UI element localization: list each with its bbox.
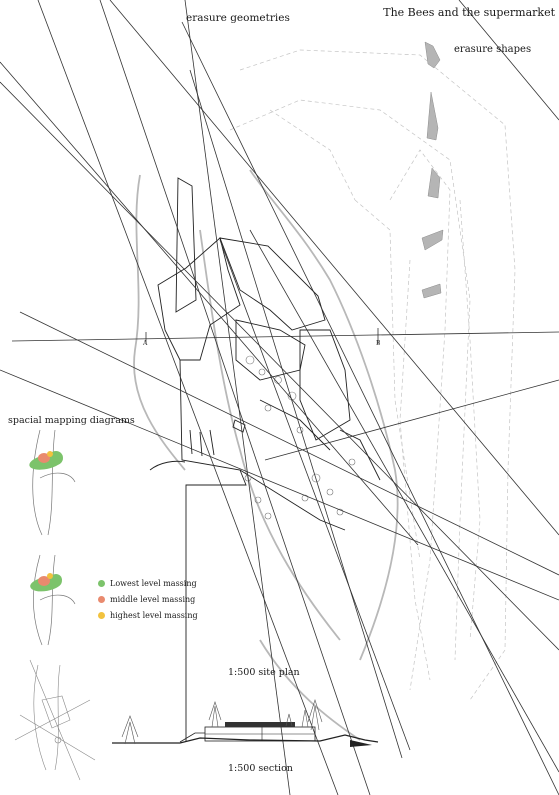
- section-marker-a: A: [143, 340, 148, 347]
- section-label: 1:500 section: [228, 763, 293, 774]
- legend-dot-highest: [98, 612, 105, 619]
- contour-lines: [134, 170, 398, 740]
- legend-label-middle: middle level massing: [110, 594, 196, 604]
- dashed-context: [230, 50, 515, 700]
- legend-label-lowest: Lowest level massing: [110, 578, 197, 588]
- massing-legend: [98, 576, 198, 624]
- spacial-mapping-label: spacial mapping diagrams: [8, 415, 135, 426]
- section-marker-b: B: [376, 340, 381, 347]
- mapping-diagram-top: [28, 430, 75, 535]
- erasure-shapes-label: erasure shapes: [454, 44, 532, 55]
- page-title: The Bees and the supermarket: [383, 6, 555, 19]
- legend-dot-lowest: [98, 580, 105, 587]
- site-plan-label: 1:500 site plan: [228, 667, 300, 678]
- legend-dot-middle: [98, 596, 105, 603]
- section-markers: [146, 328, 378, 344]
- legend-row: [98, 592, 198, 606]
- erasure-geometries-label: erasure geometries: [186, 12, 290, 24]
- legend-label-highest: highest level massing: [110, 610, 198, 620]
- mapping-diagram-bottom: [29, 555, 75, 645]
- legend-row: [98, 608, 198, 622]
- thumbnail-site: [15, 660, 95, 780]
- erasure-shapes: [422, 42, 443, 298]
- legend-row: [98, 576, 198, 590]
